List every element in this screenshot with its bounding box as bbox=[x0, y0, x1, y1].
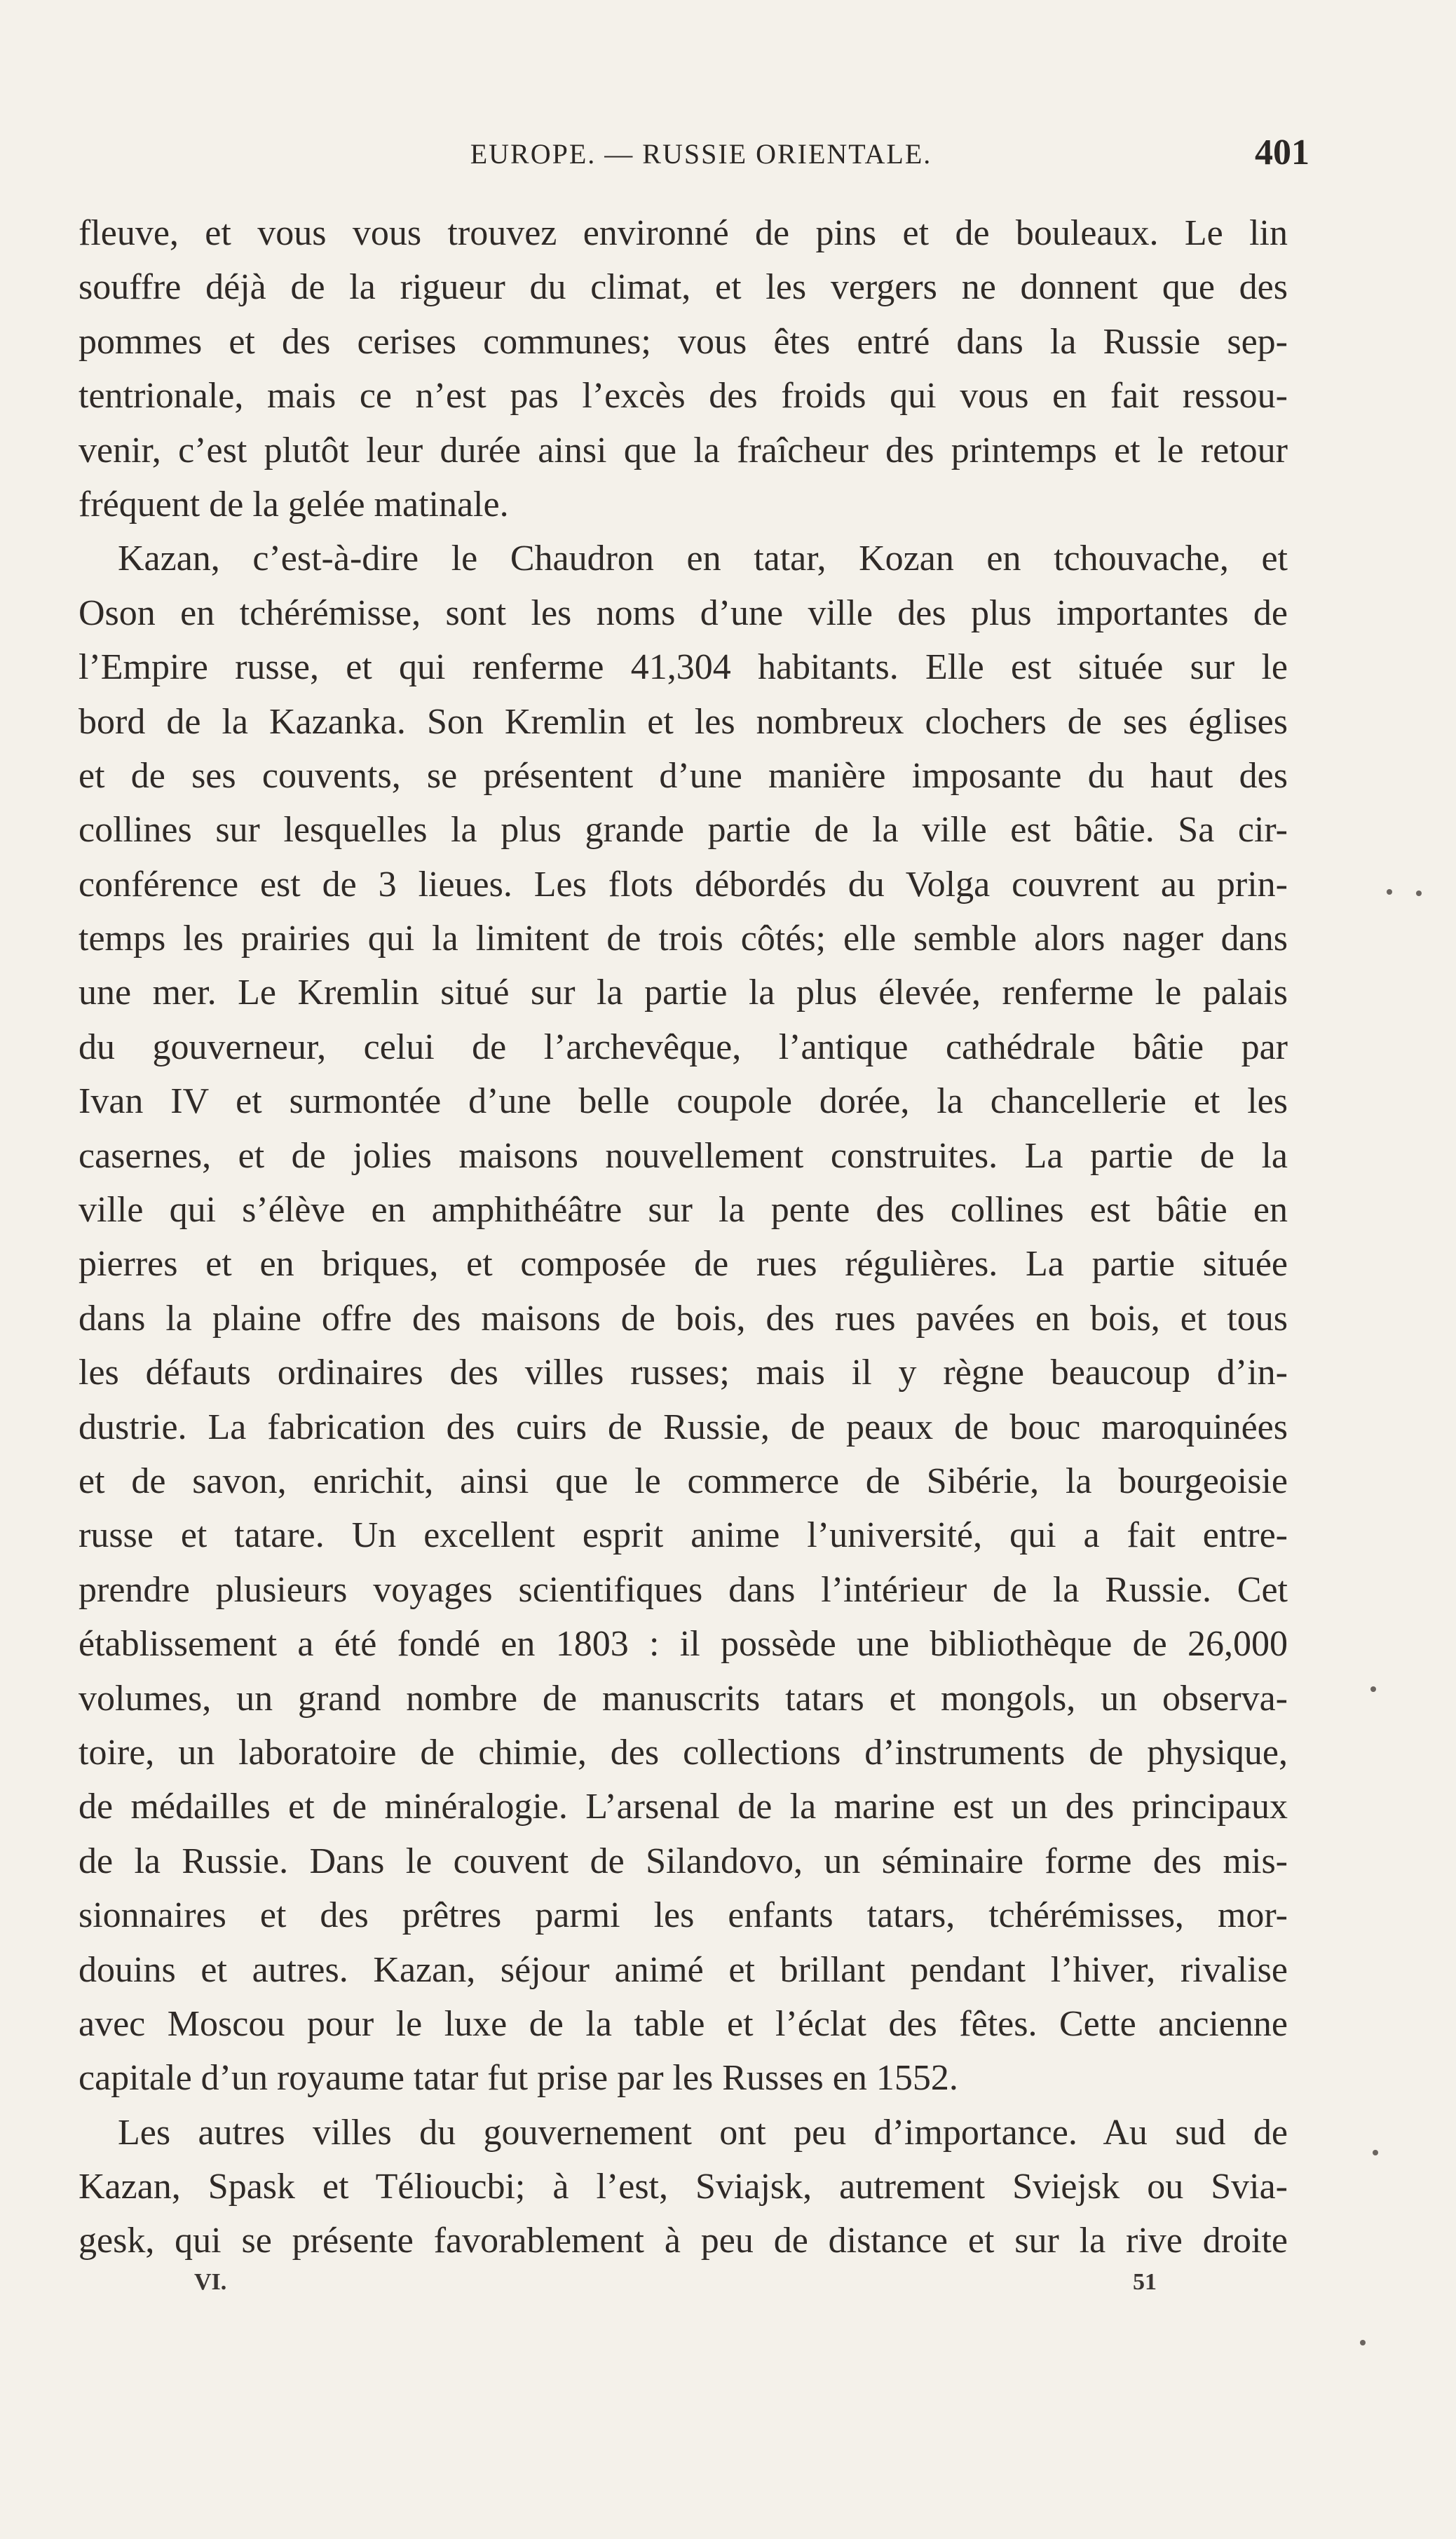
text-line: toire, un laboratoire de chimie, des collections d’instruments de physique, bbox=[79, 1732, 1288, 1773]
text-line: capitale d’un royaume tatar fut prise par les Russes en 1552. bbox=[79, 2058, 958, 2099]
text-line: l’Empire russe, et qui renferme 41,304 habitants. Elle est située sur le bbox=[79, 647, 1288, 688]
body-text bbox=[79, 206, 1288, 2268]
text-line: du gouverneur, celui de l’archevêque, l’antique cathédrale bâtie par bbox=[79, 1027, 1288, 1067]
text-line: Kazan, Spask et Télioucbi; à l’est, Sviajsk, autrement Sviejsk ou Svia- bbox=[79, 2167, 1288, 2207]
text-line: les défauts ordinaires des villes russes; mais il y règne beaucoup d’in- bbox=[79, 1353, 1288, 1393]
text-line: ville qui s’élève en amphithéâtre sur la pente des collines est bâtie en bbox=[79, 1190, 1288, 1231]
text-line: souffre déjà de la rigueur du climat, et les vergers ne donnent que des bbox=[79, 267, 1288, 308]
text-line: et de ses couvents, se présentent d’une manière imposante du haut des bbox=[79, 755, 1288, 796]
running-title: EUROPE. — RUSSIE ORIENTALE. bbox=[470, 138, 932, 170]
text-line: Les autres villes du gouvernement ont peu d’importance. Au sud de bbox=[118, 2112, 1288, 2153]
text-line: bord de la Kazanka. Son Kremlin et les nombreux clochers de ses églises bbox=[79, 701, 1288, 742]
text-line: dustrie. La fabrication des cuirs de Russie, de peaux de bouc maroquinées bbox=[79, 1407, 1288, 1447]
text-line: fleuve, et vous vous trouvez environné de pins et de bouleaux. Le lin bbox=[79, 213, 1288, 253]
text-line: Oson en tchérémisse, sont les noms d’une ville des plus importantes de bbox=[79, 593, 1288, 633]
text-line: sionnaires et des prêtres parmi les enfants tatars, tchérémisses, mor- bbox=[79, 1895, 1288, 1936]
text-line: gesk, qui se présente favorablement à peu de distance et sur la rive droite bbox=[79, 2221, 1288, 2261]
text-line: casernes, et de jolies maisons nouvellement construites. La partie de la bbox=[79, 1135, 1288, 1176]
page-footer bbox=[0, 2269, 1456, 2304]
margin-dot bbox=[1370, 1686, 1376, 1692]
text-line: de médailles et de minéralogie. L’arsenal de la marine est un des principaux bbox=[79, 1787, 1288, 1827]
signature-mark: 51 bbox=[1133, 2269, 1157, 2295]
margin-dot bbox=[1360, 2340, 1366, 2345]
text-line: pommes et des cerises communes; vous êtes entré dans la Russie sep- bbox=[79, 321, 1288, 362]
text-line: douins et autres. Kazan, séjour animé et brillant pendant l’hiver, rivalise bbox=[79, 1949, 1288, 1990]
margin-dot bbox=[1387, 889, 1392, 895]
text-line: conférence est de 3 lieues. Les flots débordés du Volga couvrent au prin- bbox=[79, 864, 1288, 905]
text-line: une mer. Le Kremlin situé sur la partie la plus élevée, renferme le palais bbox=[79, 973, 1288, 1013]
text-line: Kazan, c’est-à-dire le Chaudron en tatar, Kozan en tchouvache, et bbox=[118, 539, 1288, 579]
text-line: temps les prairies qui la limitent de trois côtés; elle semble alors nager dans bbox=[79, 919, 1288, 959]
volume-label: VI. bbox=[194, 2269, 227, 2295]
text-line: de la Russie. Dans le couvent de Silandovo, un séminaire forme des mis- bbox=[79, 1841, 1288, 1881]
text-line: avec Moscou pour le luxe de la table et l’éclat des fêtes. Cette ancienne bbox=[79, 2003, 1288, 2044]
text-line: tentrionale, mais ce n’est pas l’excès des froids qui vous en fait ressou- bbox=[79, 376, 1288, 417]
text-line: prendre plusieurs voyages scientifiques dans l’intérieur de la Russie. Cet bbox=[79, 1569, 1288, 1610]
text-line: collines sur lesquelles la plus grande partie de la ville est bâtie. Sa cir- bbox=[79, 810, 1288, 851]
text-line: pierres et en briques, et composée de rues régulières. La partie située bbox=[79, 1244, 1288, 1285]
page-number: 401 bbox=[1255, 133, 1309, 172]
text-line: et de savon, enrichit, ainsi que le commerce de Sibérie, la bourgeoisie bbox=[79, 1461, 1288, 1501]
text-line: fréquent de la gelée matinale. bbox=[79, 484, 509, 524]
text-line: établissement a été fondé en 1803 : il possède une bibliothèque de 26,000 bbox=[79, 1624, 1288, 1665]
margin-dot bbox=[1373, 2150, 1378, 2155]
text-line: Ivan IV et surmontée d’une belle coupole dorée, la chancellerie et les bbox=[79, 1081, 1288, 1122]
text-line: volumes, un grand nombre de manuscrits tatars et mongols, un observa- bbox=[79, 1678, 1288, 1719]
text-line: dans la plaine offre des maisons de bois, des rues pavées en bois, et tous bbox=[79, 1298, 1288, 1339]
text-line: venir, c’est plutôt leur durée ainsi que la fraîcheur des printemps et le retour bbox=[79, 430, 1288, 470]
text-line: russe et tatare. Un excellent esprit anime l’université, qui a fait entre- bbox=[79, 1515, 1288, 1556]
margin-dot bbox=[1416, 891, 1422, 896]
